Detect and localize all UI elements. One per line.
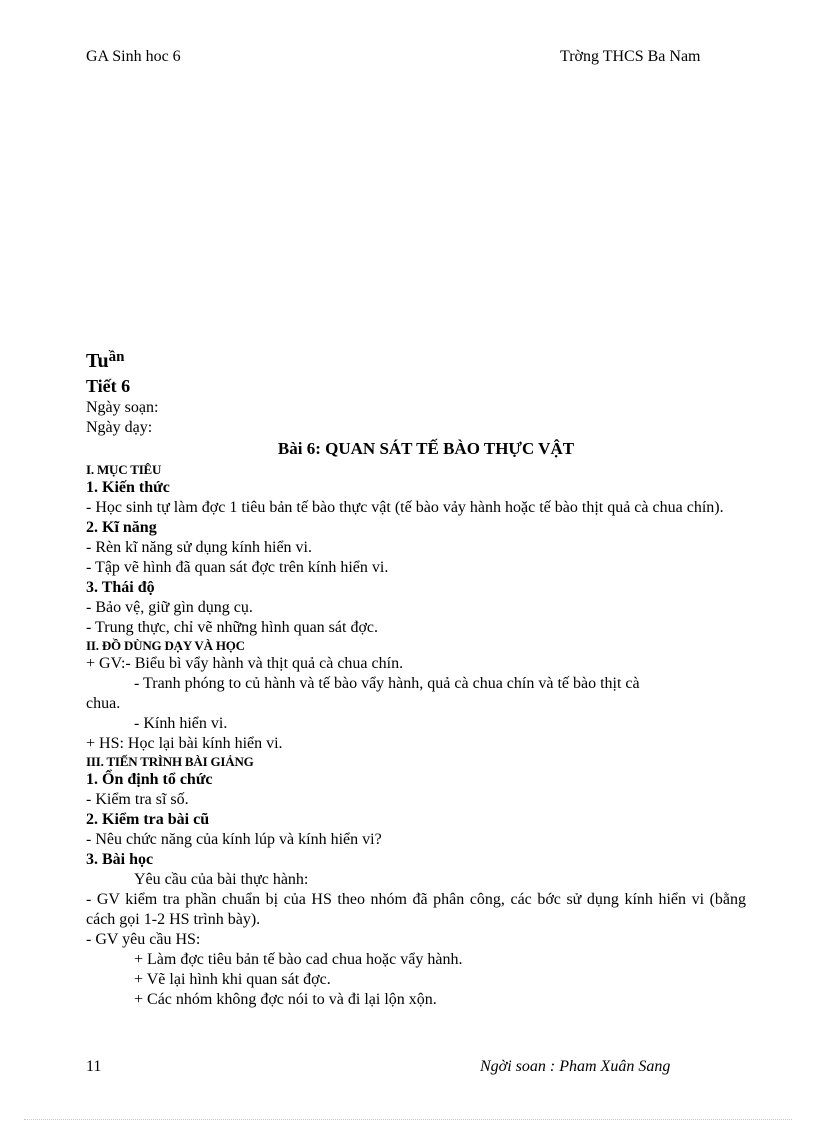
knowledge-line: - Học sinh tự làm đợc 1 tiêu bản tế bào thực vật (tế bào vảy hành hoặc tế bào thịt quả cà chua chín). bbox=[86, 499, 724, 516]
lesson-title: Bài 6: QUAN SÁT TẾ BÀO THỰC VẬT bbox=[277, 439, 575, 458]
sub-knowledge: 1. Kiến thức bbox=[86, 479, 170, 496]
lesson-line-1: Yêu cầu của bài thực hành: bbox=[134, 871, 309, 888]
materials-line-1: + GV:- Biểu bì vẩy hành và thịt quả cà chua chín. bbox=[86, 655, 404, 672]
week-heading bbox=[86, 344, 746, 374]
lesson-line-6: + Các nhóm không đợc nói to và đi lại lộn xộn. bbox=[134, 991, 437, 1008]
teach-date: Ngày dạy: bbox=[86, 419, 153, 436]
lesson-line-3: - GV yêu cầu HS: bbox=[86, 931, 201, 948]
week-label-sup: ần bbox=[108, 349, 125, 365]
materials-line-4: - Kính hiển vi. bbox=[134, 715, 228, 732]
section-procedure: III. TIẾN TRÌNH BÀI GIẢNG bbox=[86, 754, 254, 769]
week-label: Tu bbox=[86, 350, 109, 372]
skills-line-1: - Rèn kĩ năng sử dụng kính hiển vi. bbox=[86, 539, 312, 556]
prep-date: Ngày soạn: bbox=[86, 399, 159, 416]
materials-line-2: - Tranh phóng to củ hành và tế bào vẩy hành, quả cà chua chín và tế bào thịt cà bbox=[134, 675, 640, 692]
lesson-line-2: - GV kiểm tra phần chuẩn bị của HS theo nhóm đã phân công, các bớc sử dụng kính hiển vi (bằng cách gọi 1-2 HS trình bày). bbox=[86, 891, 746, 928]
sub-attitude: 3. Thái độ bbox=[86, 579, 155, 596]
materials-line-5: + HS: Học lại bài kính hiển vi. bbox=[86, 735, 283, 752]
section-objectives: I. MỤC TIÊU bbox=[86, 462, 162, 477]
footer-author: Ngời soan : Pham Xuân Sang bbox=[480, 1058, 671, 1075]
review-line: - Nêu chức năng của kính lúp và kính hiển vi? bbox=[86, 831, 382, 848]
lesson-line-5: + Vẽ lại hình khi quan sát đợc. bbox=[134, 971, 331, 988]
organization-line: - Kiểm tra sĩ số. bbox=[86, 791, 189, 808]
sub-organization: 1. Ổn định tổ chức bbox=[86, 771, 213, 788]
section-materials: II. ĐỒ DÙNG DẠY VÀ HỌC bbox=[86, 638, 245, 653]
page-bottom-divider bbox=[24, 1119, 792, 1120]
period-heading: Tiết 6 bbox=[86, 376, 131, 396]
attitude-line-1: - Bảo vệ, giữ gìn dụng cụ. bbox=[86, 599, 253, 616]
sub-skills: 2. Kĩ năng bbox=[86, 519, 157, 536]
sub-lesson: 3. Bài học bbox=[86, 851, 154, 868]
attitude-line-2: - Trung thực, chỉ vẽ những hình quan sát đợc. bbox=[86, 619, 378, 636]
header-right: Trờng THCS Ba Nam bbox=[560, 48, 701, 65]
header-left: GA Sinh hoc 6 bbox=[86, 48, 181, 65]
materials-line-3: chua. bbox=[86, 695, 121, 712]
skills-line-2: - Tập vẽ hình đã quan sát đợc trên kính hiển vi. bbox=[86, 559, 389, 576]
page-number: 11 bbox=[86, 1058, 102, 1075]
lesson-line-4: + Làm đợc tiêu bản tế bào cad chua hoặc vẩy hành. bbox=[134, 951, 463, 968]
lesson-content bbox=[86, 344, 746, 1010]
sub-review: 2. Kiểm tra bài cũ bbox=[86, 811, 210, 828]
